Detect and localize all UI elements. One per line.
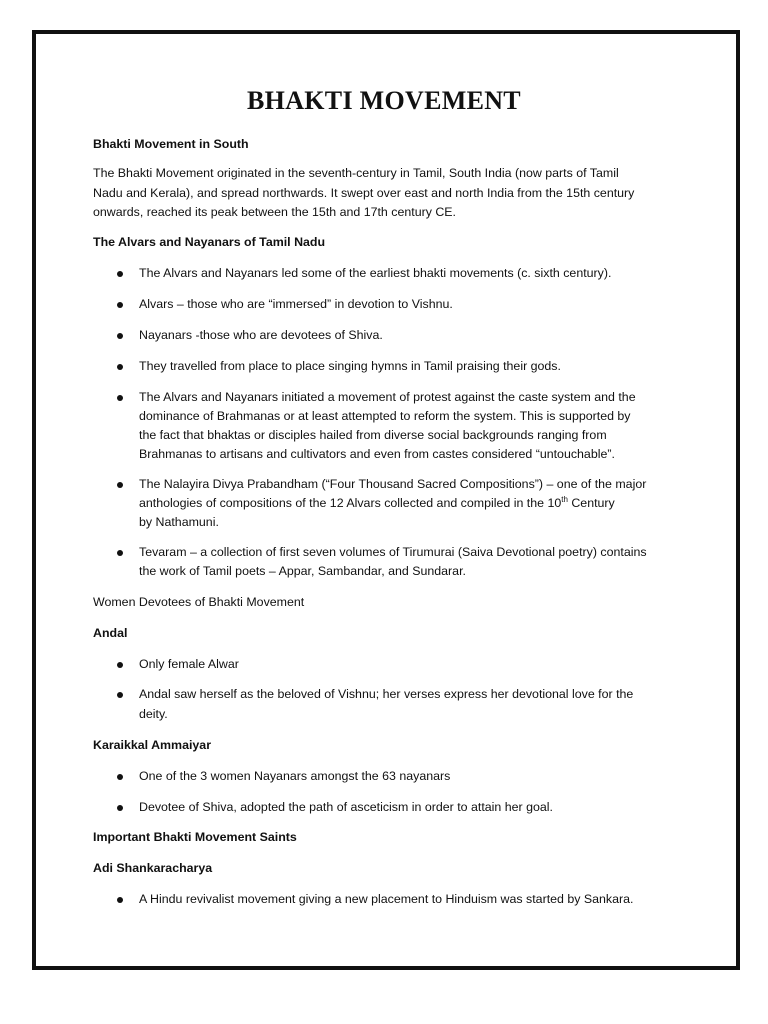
list-item: Nayanars -those who are devotees of Shiva.: [139, 328, 383, 342]
intro-line-1: The Bhakti Movement originated in the seventh-century in Tamil, South India (now parts of Tamil: [93, 166, 619, 180]
bullet-dot: [117, 897, 123, 903]
intro-line-2: Nadu and Kerala), and spread northwards. It swept over east and north India from the 15th century: [93, 185, 635, 200]
bullet-dot: [117, 550, 123, 556]
list-item-andal-line-2: deity.: [139, 707, 168, 721]
list-item-prabandham-line-1: The Nalayira Divya Prabandham (“Four Thousand Sacred Compositions”) – one of the major: [139, 477, 647, 491]
list-item: Alvars – those who are “immersed” in devotion to Vishnu.: [139, 297, 453, 311]
list-item-protest-line-1: The Alvars and Nayanars initiated a movement of protest against the caste system and the: [139, 390, 636, 404]
superscript-th: th: [561, 494, 568, 504]
list-item-protest-line-4: Brahmanas to artisans and cultivators and even from castes considered “untouchable”.: [139, 447, 615, 461]
list-item: One of the 3 women Nayanars amongst the 63 nayanars: [139, 769, 451, 783]
subheading-andal: Andal: [93, 626, 128, 640]
bullet-dot: [117, 805, 123, 811]
list-item-andal-line-1: Andal saw herself as the beloved of Vishnu; her verses express her devotional love for the: [139, 687, 634, 701]
bullet-dot: [117, 395, 123, 401]
bullet-dot: [117, 364, 123, 370]
list-item-prabandham-line-3: by Nathamuni.: [139, 515, 219, 529]
list-item-tevaram-line-1: Tevaram – a collection of first seven volumes of Tirumurai (Saiva Devotional poetry) contains: [139, 545, 647, 559]
list-item: Only female Alwar: [139, 657, 239, 671]
section-heading-alvars: The Alvars and Nayanars of Tamil Nadu: [93, 235, 326, 249]
list-item: They travelled from place to place singing hymns in Tamil praising their gods.: [139, 359, 561, 373]
list-item: A Hindu revivalist movement giving a new placement to Hinduism was started by Sankara.: [139, 892, 634, 906]
bullet-dot: [117, 271, 123, 277]
section-heading-south: Bhakti Movement in South: [93, 137, 249, 151]
section-heading-saints: Important Bhakti Movement Saints: [93, 830, 297, 844]
bullet-dot: [117, 774, 123, 780]
intro-line-3: onwards, reached its peak between the 15th and 17th century CE.: [93, 205, 457, 219]
subheading-karaikkal: Karaikkal Ammaiyar: [93, 738, 212, 752]
list-item: The Alvars and Nayanars led some of the earliest bhakti movements (c. sixth century).: [139, 266, 612, 280]
list-item-protest-line-3: the fact that bhaktas or disciples hailed from diverse social backgrounds ranging from: [139, 428, 607, 442]
bullet-dot: [117, 662, 123, 668]
bullet-dot: [117, 482, 123, 488]
section-heading-women: Women Devotees of Bhakti Movement: [93, 595, 305, 609]
list-item-protest-line-2: dominance of Brahmanas or at least attempted to reform the system. This is supported by: [139, 409, 631, 423]
document-title: BHAKTI MOVEMENT: [247, 86, 521, 115]
list-item-prabandham-line-2: [139, 494, 683, 514]
bullet-dot: [117, 302, 123, 308]
bullet-dot: [117, 692, 123, 698]
prabandham-text: anthologies of compositions of the 12 Alvars collected and compiled in the 10: [139, 496, 562, 510]
list-item-tevaram-line-2: the work of Tamil poets – Appar, Sambandar, and Sundarar.: [139, 564, 466, 578]
bullet-dot: [117, 333, 123, 339]
list-item: Devotee of Shiva, adopted the path of asceticism in order to attain her goal.: [139, 800, 553, 814]
subheading-adi-shankaracharya: Adi Shankaracharya: [93, 861, 213, 875]
prabandham-century: Century: [567, 496, 615, 510]
